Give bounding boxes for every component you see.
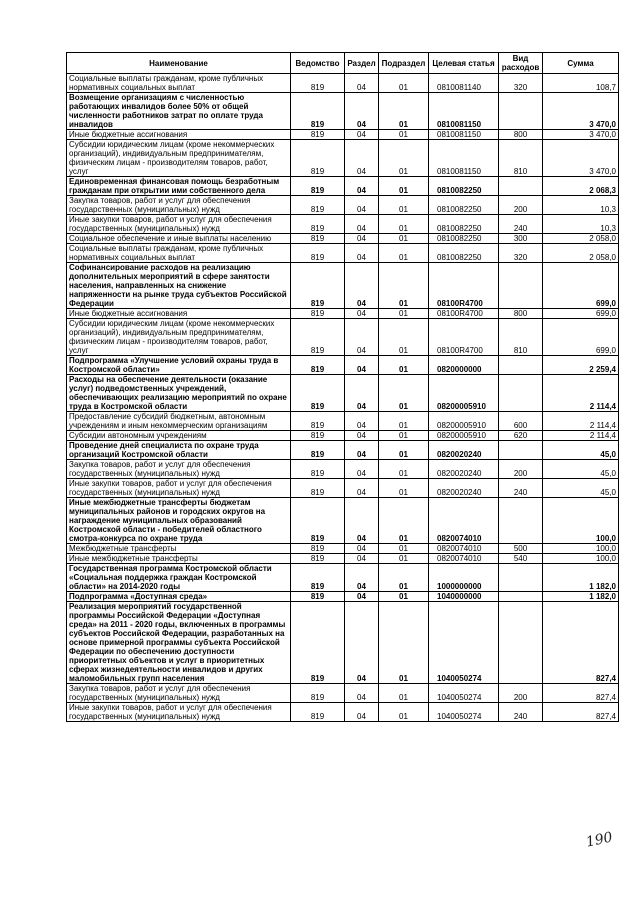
cell-podrazdel: 01 (379, 356, 429, 375)
cell-summa: 100,0 (543, 498, 619, 544)
cell-podrazdel: 01 (379, 196, 429, 215)
cell-summa: 2 114,4 (543, 412, 619, 431)
cell-vid-raskhodov (499, 602, 543, 684)
cell-celevaya-statya: 0810082250 (429, 177, 499, 196)
cell-summa: 2 114,4 (543, 431, 619, 441)
cell-razdel: 04 (345, 244, 379, 263)
cell-name: Государственная программа Костромской области «Социальная поддержка граждан Костромской области» на 2014-2020 годы (67, 564, 291, 592)
cell-celevaya-statya: 0820020240 (429, 479, 499, 498)
cell-razdel: 04 (345, 215, 379, 234)
table-row (67, 244, 619, 263)
header-razdel: Раздел (345, 53, 379, 74)
cell-podrazdel: 01 (379, 431, 429, 441)
cell-name: Субсидии юридическим лицам (кроме некоммерческих организаций), индивидуальным предпринимателям, физическим лицам - производителям товаров, работ, услуг (67, 140, 291, 177)
cell-podrazdel: 01 (379, 74, 429, 93)
cell-vid-raskhodov: 240 (499, 703, 543, 722)
cell-podrazdel: 01 (379, 140, 429, 177)
cell-name: Возмещение организациям с численностью работающих инвалидов более 50% от общей численности работников затрат по оплате труда инвалидов (67, 93, 291, 130)
cell-vid-raskhodov (499, 498, 543, 544)
cell-vid-raskhodov (499, 177, 543, 196)
cell-summa: 3 470,0 (543, 130, 619, 140)
cell-vid-raskhodov: 320 (499, 244, 543, 263)
cell-name: Субсидии автономным учреждениям (67, 431, 291, 441)
cell-vedomstvo: 819 (291, 177, 345, 196)
cell-celevaya-statya: 1040000000 (429, 592, 499, 602)
cell-vid-raskhodov: 300 (499, 234, 543, 244)
cell-vedomstvo: 819 (291, 564, 345, 592)
cell-celevaya-statya: 1040050274 (429, 684, 499, 703)
table-row (67, 130, 619, 140)
cell-celevaya-statya: 1040050274 (429, 703, 499, 722)
cell-name: Иные закупки товаров, работ и услуг для обеспечения государственных (муниципальных) нужд (67, 703, 291, 722)
cell-podrazdel: 01 (379, 234, 429, 244)
cell-name: Иные бюджетные ассигнования (67, 309, 291, 319)
cell-name: Подпрограмма «Доступная среда» (67, 592, 291, 602)
cell-razdel: 04 (345, 140, 379, 177)
cell-name: Социальные выплаты гражданам, кроме публичных нормативных социальных выплат (67, 74, 291, 93)
cell-celevaya-statya: 0820020240 (429, 441, 499, 460)
cell-celevaya-statya: 08100R4700 (429, 319, 499, 356)
cell-podrazdel: 01 (379, 319, 429, 356)
cell-celevaya-statya: 0810081140 (429, 74, 499, 93)
cell-vid-raskhodov: 810 (499, 319, 543, 356)
cell-razdel: 04 (345, 498, 379, 544)
cell-podrazdel: 01 (379, 602, 429, 684)
header-summa: Сумма (543, 53, 619, 74)
cell-podrazdel: 01 (379, 684, 429, 703)
table-row (67, 74, 619, 93)
cell-razdel: 04 (345, 263, 379, 309)
cell-name: Единовременная финансовая помощь безработным гражданам при открытии ими собственного дела (67, 177, 291, 196)
cell-name: Расходы на обеспечение деятельности (оказание услуг) подведомственных учреждений, обеспечивающих реализацию мероприятий по охране труда в Костромской области (67, 375, 291, 412)
cell-vedomstvo: 819 (291, 140, 345, 177)
cell-vedomstvo: 819 (291, 412, 345, 431)
cell-razdel: 04 (345, 309, 379, 319)
cell-vid-raskhodov: 200 (499, 684, 543, 703)
cell-vedomstvo: 819 (291, 319, 345, 356)
header-celevaya-statya: Целевая статья (429, 53, 499, 74)
cell-summa: 3 470,0 (543, 140, 619, 177)
cell-celevaya-statya: 0810081150 (429, 130, 499, 140)
cell-razdel: 04 (345, 412, 379, 431)
header-vedomstvo: Ведомство (291, 53, 345, 74)
table-row (67, 544, 619, 554)
cell-podrazdel: 01 (379, 564, 429, 592)
cell-summa: 827,4 (543, 684, 619, 703)
cell-name: Закупка товаров, работ и услуг для обеспечения государственных (муниципальных) нужд (67, 460, 291, 479)
cell-vedomstvo: 819 (291, 460, 345, 479)
cell-summa: 2 259,4 (543, 356, 619, 375)
cell-summa: 3 470,0 (543, 93, 619, 130)
cell-vedomstvo: 819 (291, 703, 345, 722)
cell-name: Подпрограмма «Улучшение условий охраны труда в Костромской области» (67, 356, 291, 375)
cell-name: Закупка товаров, работ и услуг для обеспечения государственных (муниципальных) нужд (67, 196, 291, 215)
cell-razdel: 04 (345, 319, 379, 356)
cell-podrazdel: 01 (379, 498, 429, 544)
table-row (67, 479, 619, 498)
cell-summa: 699,0 (543, 263, 619, 309)
cell-vid-raskhodov (499, 441, 543, 460)
cell-podrazdel: 01 (379, 460, 429, 479)
cell-vedomstvo: 819 (291, 479, 345, 498)
cell-celevaya-statya: 0820074010 (429, 544, 499, 554)
cell-summa: 10,3 (543, 215, 619, 234)
cell-summa: 100,0 (543, 544, 619, 554)
cell-vedomstvo: 819 (291, 74, 345, 93)
cell-name: Иные бюджетные ассигнования (67, 130, 291, 140)
table-row (67, 684, 619, 703)
cell-razdel: 04 (345, 431, 379, 441)
cell-vid-raskhodov (499, 375, 543, 412)
cell-razdel: 04 (345, 93, 379, 130)
cell-razdel: 04 (345, 356, 379, 375)
cell-name: Софинансирование расходов на реализацию дополнительных мероприятий в сфере занятости населения, направленных на снижение напряженности на рынке труда субъектов Российской Федерации (67, 263, 291, 309)
cell-vedomstvo: 819 (291, 684, 345, 703)
cell-podrazdel: 01 (379, 309, 429, 319)
budget-table (66, 52, 619, 722)
cell-razdel: 04 (345, 130, 379, 140)
cell-summa: 2 068,3 (543, 177, 619, 196)
cell-vedomstvo: 819 (291, 263, 345, 309)
cell-podrazdel: 01 (379, 441, 429, 460)
cell-vid-raskhodov: 240 (499, 479, 543, 498)
cell-razdel: 04 (345, 602, 379, 684)
cell-name: Иные закупки товаров, работ и услуг для обеспечения государственных (муниципальных) нужд (67, 479, 291, 498)
cell-razdel: 04 (345, 460, 379, 479)
cell-name: Социальное обеспечение и иные выплаты населению (67, 234, 291, 244)
cell-name: Закупка товаров, работ и услуг для обеспечения государственных (муниципальных) нужд (67, 684, 291, 703)
cell-name: Субсидии юридическим лицам (кроме некоммерческих организаций), индивидуальным предпринимателям, физическим лицам - производителям товаров, работ, услуг (67, 319, 291, 356)
cell-celevaya-statya: 0810082250 (429, 234, 499, 244)
cell-vid-raskhodov: 620 (499, 431, 543, 441)
table-row (67, 309, 619, 319)
cell-celevaya-statya: 0810082250 (429, 215, 499, 234)
table-row (67, 460, 619, 479)
cell-celevaya-statya: 08200005910 (429, 412, 499, 431)
cell-podrazdel: 01 (379, 263, 429, 309)
table-row (67, 703, 619, 722)
cell-celevaya-statya: 08200005910 (429, 375, 499, 412)
cell-razdel: 04 (345, 592, 379, 602)
table-row (67, 215, 619, 234)
cell-razdel: 04 (345, 564, 379, 592)
table-row (67, 356, 619, 375)
cell-vid-raskhodov (499, 356, 543, 375)
cell-razdel: 04 (345, 375, 379, 412)
cell-name: Проведение дней специалиста по охране труда организаций Костромской области (67, 441, 291, 460)
cell-name: Межбюджетные трансферты (67, 544, 291, 554)
cell-vedomstvo: 819 (291, 441, 345, 460)
cell-name: Социальные выплаты гражданам, кроме публичных нормативных социальных выплат (67, 244, 291, 263)
cell-podrazdel: 01 (379, 479, 429, 498)
budget-table-sheet (66, 52, 618, 722)
cell-razdel: 04 (345, 441, 379, 460)
cell-vedomstvo: 819 (291, 544, 345, 554)
cell-vid-raskhodov: 240 (499, 215, 543, 234)
cell-razdel: 04 (345, 74, 379, 93)
cell-vedomstvo: 819 (291, 309, 345, 319)
cell-vid-raskhodov: 500 (499, 544, 543, 554)
cell-celevaya-statya: 0810082250 (429, 244, 499, 263)
table-row (67, 602, 619, 684)
cell-podrazdel: 01 (379, 544, 429, 554)
cell-vid-raskhodov (499, 564, 543, 592)
cell-podrazdel: 01 (379, 703, 429, 722)
cell-podrazdel: 01 (379, 215, 429, 234)
cell-vid-raskhodov: 600 (499, 412, 543, 431)
table-header-row (67, 53, 619, 74)
cell-vid-raskhodov: 540 (499, 554, 543, 564)
cell-summa: 2 058,0 (543, 244, 619, 263)
table-row (67, 93, 619, 130)
table-row (67, 592, 619, 602)
header-name: Наименование (67, 53, 291, 74)
cell-celevaya-statya: 0820074010 (429, 554, 499, 564)
cell-celevaya-statya: 0820000000 (429, 356, 499, 375)
cell-vedomstvo: 819 (291, 215, 345, 234)
cell-vedomstvo: 819 (291, 93, 345, 130)
cell-vedomstvo: 819 (291, 375, 345, 412)
cell-vid-raskhodov: 200 (499, 460, 543, 479)
cell-summa: 699,0 (543, 319, 619, 356)
cell-name: Предоставление субсидий бюджетным, автономным учреждениям и иным некоммерческим организациям (67, 412, 291, 431)
cell-razdel: 04 (345, 196, 379, 215)
cell-celevaya-statya: 0810081150 (429, 93, 499, 130)
table-row (67, 498, 619, 544)
cell-vid-raskhodov: 200 (499, 196, 543, 215)
cell-vid-raskhodov: 800 (499, 130, 543, 140)
cell-razdel: 04 (345, 554, 379, 564)
cell-summa: 45,0 (543, 441, 619, 460)
cell-vid-raskhodov: 320 (499, 74, 543, 93)
cell-vedomstvo: 819 (291, 244, 345, 263)
table-row (67, 263, 619, 309)
cell-celevaya-statya: 08100R4700 (429, 263, 499, 309)
cell-razdel: 04 (345, 544, 379, 554)
table-row (67, 412, 619, 431)
cell-celevaya-statya: 08100R4700 (429, 309, 499, 319)
cell-summa: 108,7 (543, 74, 619, 93)
table-row (67, 140, 619, 177)
cell-podrazdel: 01 (379, 592, 429, 602)
table-row (67, 375, 619, 412)
cell-vid-raskhodov (499, 263, 543, 309)
page-number: 190 (584, 829, 615, 851)
cell-vid-raskhodov: 800 (499, 309, 543, 319)
table-row (67, 441, 619, 460)
cell-vedomstvo: 819 (291, 130, 345, 140)
table-row (67, 196, 619, 215)
cell-podrazdel: 01 (379, 554, 429, 564)
cell-celevaya-statya: 0820020240 (429, 460, 499, 479)
cell-name: Иные межбюджетные трансферты бюджетам муниципальных районов и городских округов на награждение муниципальных образований Костромской области - победителей областного смотра-конкурса по охране труда (67, 498, 291, 544)
cell-razdel: 04 (345, 684, 379, 703)
cell-celevaya-statya: 1040050274 (429, 602, 499, 684)
cell-razdel: 04 (345, 479, 379, 498)
cell-summa: 2 114,4 (543, 375, 619, 412)
table-row (67, 177, 619, 196)
cell-vedomstvo: 819 (291, 431, 345, 441)
cell-vedomstvo: 819 (291, 602, 345, 684)
cell-summa: 1 182,0 (543, 564, 619, 592)
cell-summa: 827,4 (543, 703, 619, 722)
cell-celevaya-statya: 08200005910 (429, 431, 499, 441)
table-row (67, 319, 619, 356)
table-row (67, 564, 619, 592)
cell-razdel: 04 (345, 177, 379, 196)
cell-celevaya-statya: 0810082250 (429, 196, 499, 215)
cell-vid-raskhodov: 810 (499, 140, 543, 177)
cell-podrazdel: 01 (379, 177, 429, 196)
cell-summa: 45,0 (543, 479, 619, 498)
table-row (67, 554, 619, 564)
cell-podrazdel: 01 (379, 93, 429, 130)
cell-summa: 100,0 (543, 554, 619, 564)
cell-vid-raskhodov (499, 93, 543, 130)
cell-podrazdel: 01 (379, 412, 429, 431)
cell-celevaya-statya: 0820074010 (429, 498, 499, 544)
table-row (67, 431, 619, 441)
cell-summa: 45,0 (543, 460, 619, 479)
cell-celevaya-statya: 1000000000 (429, 564, 499, 592)
cell-summa: 2 058,0 (543, 234, 619, 244)
cell-vedomstvo: 819 (291, 554, 345, 564)
cell-razdel: 04 (345, 234, 379, 244)
cell-summa: 699,0 (543, 309, 619, 319)
cell-vid-raskhodov (499, 592, 543, 602)
cell-name: Иные закупки товаров, работ и услуг для обеспечения государственных (муниципальных) нужд (67, 215, 291, 234)
cell-celevaya-statya: 0810081150 (429, 140, 499, 177)
cell-vedomstvo: 819 (291, 196, 345, 215)
cell-podrazdel: 01 (379, 244, 429, 263)
cell-podrazdel: 01 (379, 130, 429, 140)
cell-vedomstvo: 819 (291, 592, 345, 602)
cell-summa: 1 182,0 (543, 592, 619, 602)
cell-vedomstvo: 819 (291, 234, 345, 244)
header-podrazdel: Подраздел (379, 53, 429, 74)
header-vid-raskhodov: Вид расходов (499, 53, 543, 74)
cell-vedomstvo: 819 (291, 498, 345, 544)
table-row (67, 234, 619, 244)
cell-name: Реализация мероприятий государственной программы Российской Федерации «Доступная среда» на 2011 - 2020 годы, включенных в программы субъектов Российской Федерации, разработанных на основе примерной программы субъекта Российской Федерации по обеспечению доступности приоритетных объектов и услуг в приоритетных сферах жизнедеятельности инвалидов и других маломобильных групп населения (67, 602, 291, 684)
cell-podrazdel: 01 (379, 375, 429, 412)
cell-vedomstvo: 819 (291, 356, 345, 375)
cell-summa: 827,4 (543, 602, 619, 684)
cell-summa: 10,3 (543, 196, 619, 215)
cell-name: Иные межбюджетные трансферты (67, 554, 291, 564)
cell-razdel: 04 (345, 703, 379, 722)
